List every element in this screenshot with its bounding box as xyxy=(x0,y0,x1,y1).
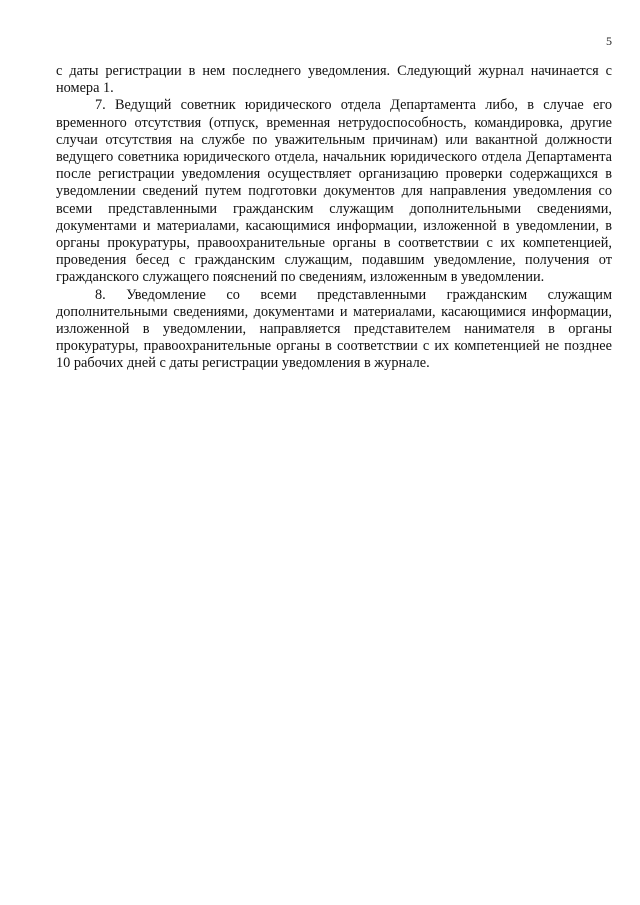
paragraph-continuation: с даты регистрации в нем последнего уведомления. Следующий журнал начинается с номера 1. xyxy=(56,63,612,97)
paragraph-item-8: 8. Уведомление со всеми представленными гражданским служащим дополнительными сведениями, документами и материалами, касающимися информации, изложенной в уведомлении, направляется представителем нанимателя в органы прокуратуры, правоохранительные органы в соответствии с их компетенцией не позднее 10 рабочих дней с даты регистрации уведомления в журнале. xyxy=(56,286,612,372)
page-number: 5 xyxy=(606,34,612,48)
document-body xyxy=(56,63,612,373)
paragraph-item-7: 7. Ведущий советник юридического отдела Департамента либо, в случае его временного отсутствия (отпуск, временная нетрудоспособность, командировка, другие случаи отсутствия на службе по уважительным причинам) или вакантной должности ведущего советника юридического отдела, начальник юридического отдела Департамента после регистрации уведомления осуществляет организацию проверки содержащихся в уведомлении сведений путем подготовки документов для направления уведомления со всеми представленными гражданским служащим дополнительными сведениями, документами и материалами, касающимися информации, изложенной в уведомлении, в органы прокуратуры, правоохранительные органы в соответствии с их компетенцией, проведения бесед с гражданским служащим, подавшим уведомление, получения от гражданского служащего пояснений по сведениям, изложенным в уведомлении. xyxy=(56,97,612,286)
